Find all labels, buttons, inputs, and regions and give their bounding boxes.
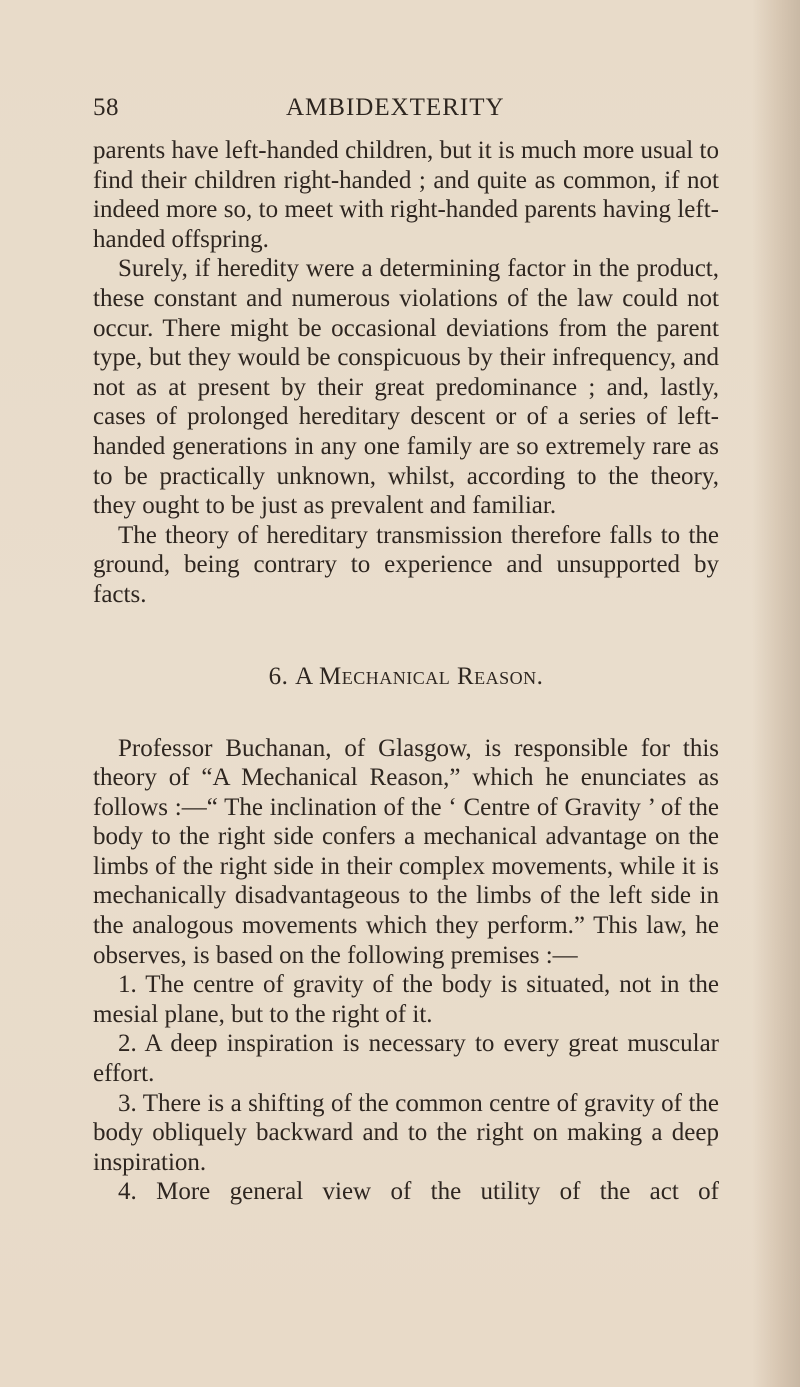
premise-item: 2. A deep inspiration is necessary to every great muscular effort.: [93, 1030, 719, 1088]
section-number: 6.: [268, 662, 289, 690]
paragraph: parents have left-handed children, but it is much more usual to find their children right-handed ; and quite as common, if not indeed more so, to meet with right-handed parents having left-handed offspring.: [93, 137, 719, 253]
running-head: [93, 94, 719, 124]
body-text: [93, 136, 719, 1207]
premise-item: 1. The centre of gravity of the body is situated, not in the mesial plane, but to the right of it.: [93, 971, 719, 1028]
page-number: 58: [93, 94, 119, 121]
section-heading: [93, 662, 719, 692]
paragraph: Surely, if heredity were a determining factor in the product, these constant and numerous violations of the law could not occur. There might be occasional deviations from the parent type, but they would be conspicuous by their infrequency, and not as at present by their great predominance ; and, lastly, cases of prolonged hereditary descent or of a series of left-handed generations in any one family are so extremely rare as to be practically unknown, whilst, according to the theory, they ought to be just as prevalent and familiar.: [93, 255, 719, 520]
paragraph: The theory of hereditary transmission therefore falls to the ground, being contrary to experience and unsupported by facts.: [93, 521, 719, 608]
book-title: AMBIDEXTERITY: [286, 94, 505, 121]
section-title: A Mechanical Reason.: [295, 662, 544, 690]
premise-item: 4. More general view of the utility of the act of: [118, 1178, 719, 1206]
paragraph: Professor Buchanan, of Glasgow, is responsible for this theory of “A Mechanical Reason,” which he enunciates as follows :—“ The inclination of the ‘ Centre of Gravity ’ of the body to the right side confers a mechanical advantage on the limbs of the right side in their complex movements, while it is mechanically disadvantageous to the limbs of the left side in the analogous movements which they perform.” This law, he observes, is based on the following premises :—: [93, 734, 719, 969]
premise-item: 3. There is a shifting of the common centre of gravity of the body obliquely backward and to the right on making a deep inspiration.: [93, 1089, 719, 1176]
